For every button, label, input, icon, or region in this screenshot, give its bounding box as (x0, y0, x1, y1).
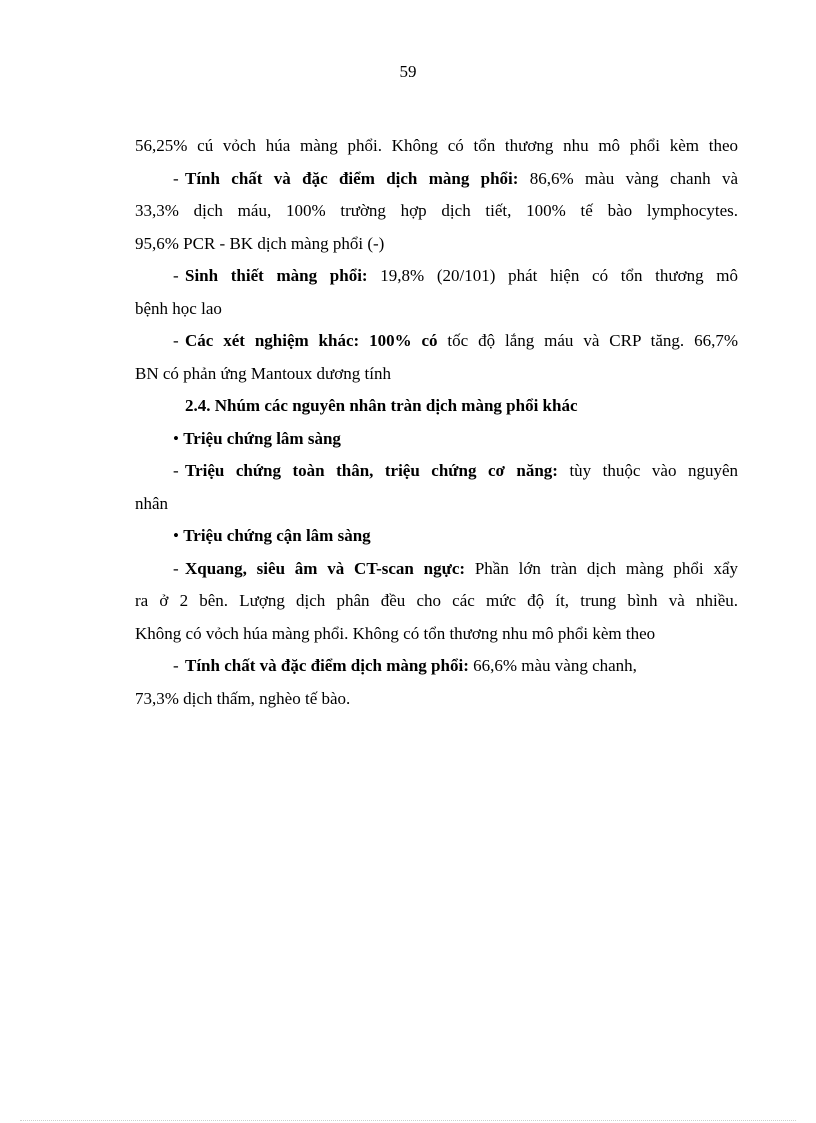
item-label: Tính chất và đặc điểm dịch màng phổi: (185, 656, 469, 675)
text-line: 33,3% dịch máu, 100% trường hợp dịch tiết, 100% tế bào lymphocytes. (135, 201, 738, 220)
list-item-biopsy (135, 260, 738, 293)
item-label: Tính chất và đặc điểm dịch màng phổi: (185, 168, 519, 188)
bullet-icon: • (173, 526, 179, 545)
list-item-systemic-symptoms (135, 455, 738, 488)
dash-marker: - (173, 558, 179, 578)
item-text: Phần lớn tràn dịch màng phổi xẩy (465, 558, 738, 578)
text-line: 56,25% cú vỏch húa màng phổi. Không có tổn thương nhu mô phổi kèm theo (135, 136, 738, 155)
bullet-clinical-symptoms (135, 423, 738, 456)
dash-marker: - (173, 461, 179, 480)
text-line: bệnh học lao (135, 298, 222, 318)
page-number: 59 (399, 62, 417, 81)
item-label: Triệu chứng toàn thân, triệu chứng cơ năng: (185, 461, 558, 480)
item-label: Các xét nghiệm khác: 100% có (185, 331, 438, 350)
item-text: 86,6% màu vàng chanh và (518, 168, 738, 188)
dash-marker: - (173, 266, 179, 285)
section-heading: 2.4. Nhúm các nguyên nhân tràn dịch màng phổi khác (185, 396, 578, 415)
item-label: Xquang, siêu âm và CT-scan ngực: (185, 558, 466, 578)
text-line: Không có vỏch húa màng phổi. Không có tổn thương nhu mô phổi kèm theo (135, 623, 656, 643)
text-line: 95,6% PCR - BK dịch màng phổi (-) (135, 233, 385, 253)
bullet-paraclinical-symptoms (135, 520, 738, 553)
item-text: tốc độ lắng máu và CRP tăng. 66,7% (437, 331, 738, 350)
bullet-icon: • (173, 428, 179, 448)
page-bottom-border (20, 1120, 796, 1121)
text-line: ra ở 2 bên. Lượng dịch phân đều cho các mức độ ít, trung bình và nhiều. (135, 591, 738, 610)
bullet-label: Triệu chứng cận lâm sàng (183, 526, 371, 545)
item-text: 66,6% màu vàng chanh, (468, 656, 637, 675)
list-item-other-tests (135, 325, 738, 358)
list-item-fluid-characteristics (135, 163, 738, 196)
item-text: 19,8% (20/101) phát hiện có tổn thương mô (367, 266, 738, 285)
list-item-imaging (135, 553, 738, 586)
dash-marker: - (173, 168, 179, 188)
item-label: Sinh thiết màng phổi: (185, 266, 368, 285)
dash-marker: - (173, 656, 179, 675)
text-line: nhân (135, 493, 169, 513)
text-line: 73,3% dịch thấm, nghèo tế bào. (135, 688, 351, 708)
text-line: BN có phản ứng Mantoux dương tính (135, 363, 391, 383)
dash-marker: - (173, 331, 179, 350)
item-text: tùy thuộc vào nguyên (557, 461, 738, 480)
bullet-label: Triệu chứng lâm sàng (183, 428, 341, 448)
document-body (135, 130, 738, 715)
list-item-fluid-characteristics-2 (135, 650, 738, 683)
